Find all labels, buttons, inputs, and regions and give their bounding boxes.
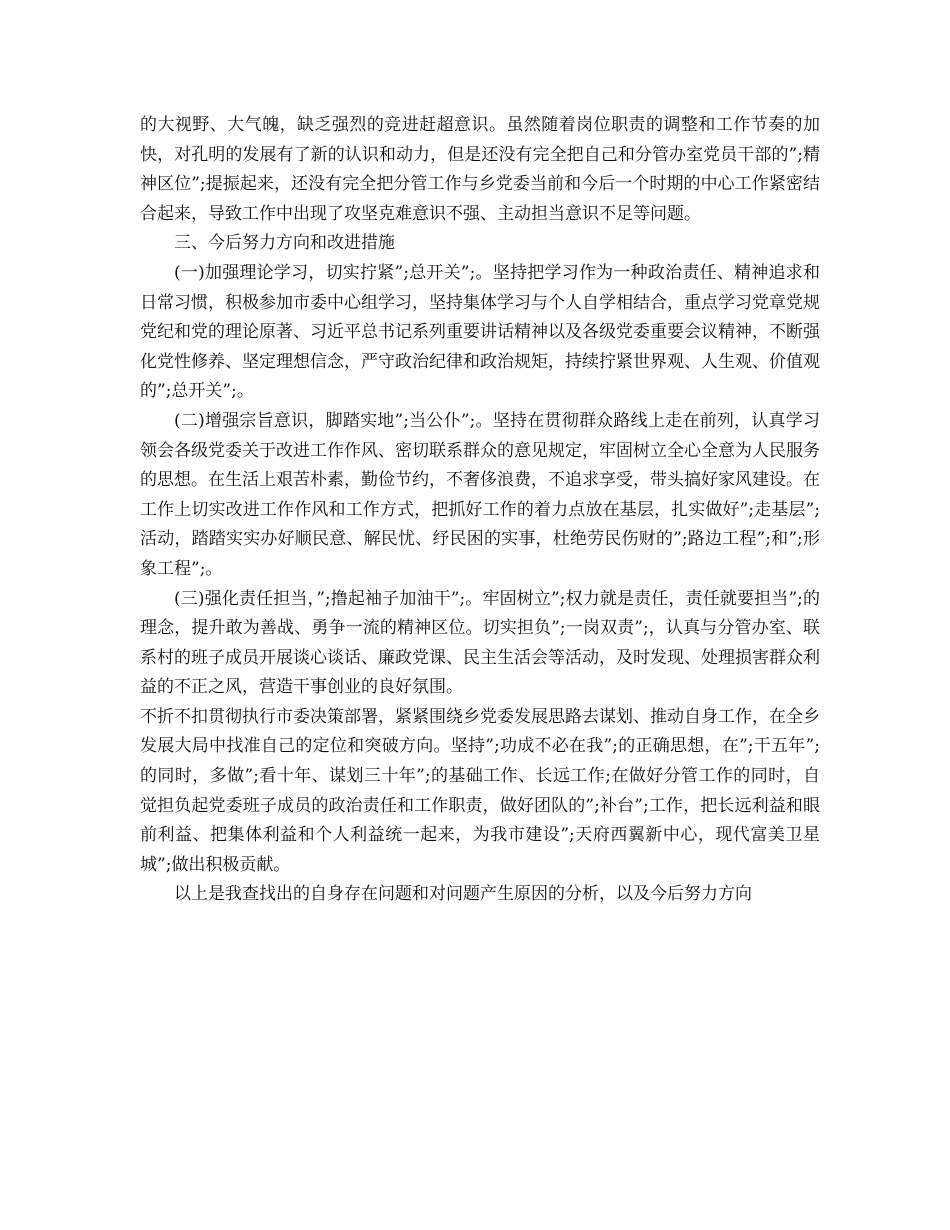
paragraph-responsibility: (三)强化责任担当，”;撸起袖子加油干”;。牢固树立”;权力就是责任，责任就要担当”;的理念，提升敢为善战、勇争一流的精神区位。切实担负”;一岗双责”;，认真与分管办室、联系村的班子成员开展谈心谈话、廉政党课、民主生活会等活动，及时发现、处理损害群众利益的不正之风，营造干事创业的良好氛围。 <box>140 588 820 698</box>
paragraph-implementation: 不折不扣贯彻执行市委决策部署，紧紧围绕乡党委发展思路去谋划、推动自身工作，在全乡发展大局中找准自己的定位和突破方向。坚持”;功成不必在我”;的正确思想，在”;干五年”;的同时，多做”;看十年、谋划三十年”;的基础工作、长远工作;在做好分管工作的同时，自觉担负起党委班子成员的政治责任和工作职责，做好团队的”;补台”;工作，把长远利益和眼前利益、把集体利益和个人利益统一起来，为我市建设”;天府西翼新中心，现代富美卫星城”;做出积极贡献。 <box>140 706 820 875</box>
paragraph-theory-study: (一)加强理论学习，切实拧紧”;总开关”;。坚持把学习作为一种政治责任、精神追求和日常习惯，积极参加市委中心组学习，坚持集体学习与个人自学相结合，重点学习党章党规党纪和党的理论原著、习近平总书记系列重要讲话精神以及各级党委重要会议精神，不断强化党性修养、坚定理想信念，严守政治纪律和政治规矩，持续拧紧世界观、人生观、价值观的”;总开关”;。 <box>140 262 820 402</box>
paragraph-conclusion: 以上是我查找出的自身存在问题和对问题产生原因的分析，以及今后努力方向 <box>174 884 752 905</box>
document-body <box>140 111 820 910</box>
paragraph-problem-analysis: 的大视野、大气魄，缺乏强烈的竞进赶超意识。虽然随着岗位职责的调整和工作节奏的加快，对孔明的发展有了新的认识和动力，但是还没有完全把自己和分管办室党员干部的”;精神区位”;提振起来，还没有完全把分管工作与乡党委当前和今后一个时期的中心工作紧密结合起来，导致工作中出现了攻坚克难意识不强、主动担当意识不足等问题。 <box>140 115 820 224</box>
paragraph-purpose-awareness: (二)增强宗旨意识，脚踏实地”;当公仆”;。坚持在贯彻群众路线上走在前列，认真学习领会各级党委关于改进工作作风、密切联系群众的意见规定，牢固树立全心全意为人民服务的思想。在生活上艰苦朴素，勤俭节约，不奢侈浪费，不追求享受，带头搞好家风建设。在工作上切实改进工作作风和工作方式，把抓好工作的着力点放在基层，扎实做好”;走基层”;活动，踏踏实实办好顺民意、解民忧、纾民困的实事，杜绝劳民伤财的”;路边工程”;和”;形象工程”;。 <box>140 410 820 579</box>
section-heading-improvement: 三、今后努力方向和改进措施 <box>174 233 395 254</box>
